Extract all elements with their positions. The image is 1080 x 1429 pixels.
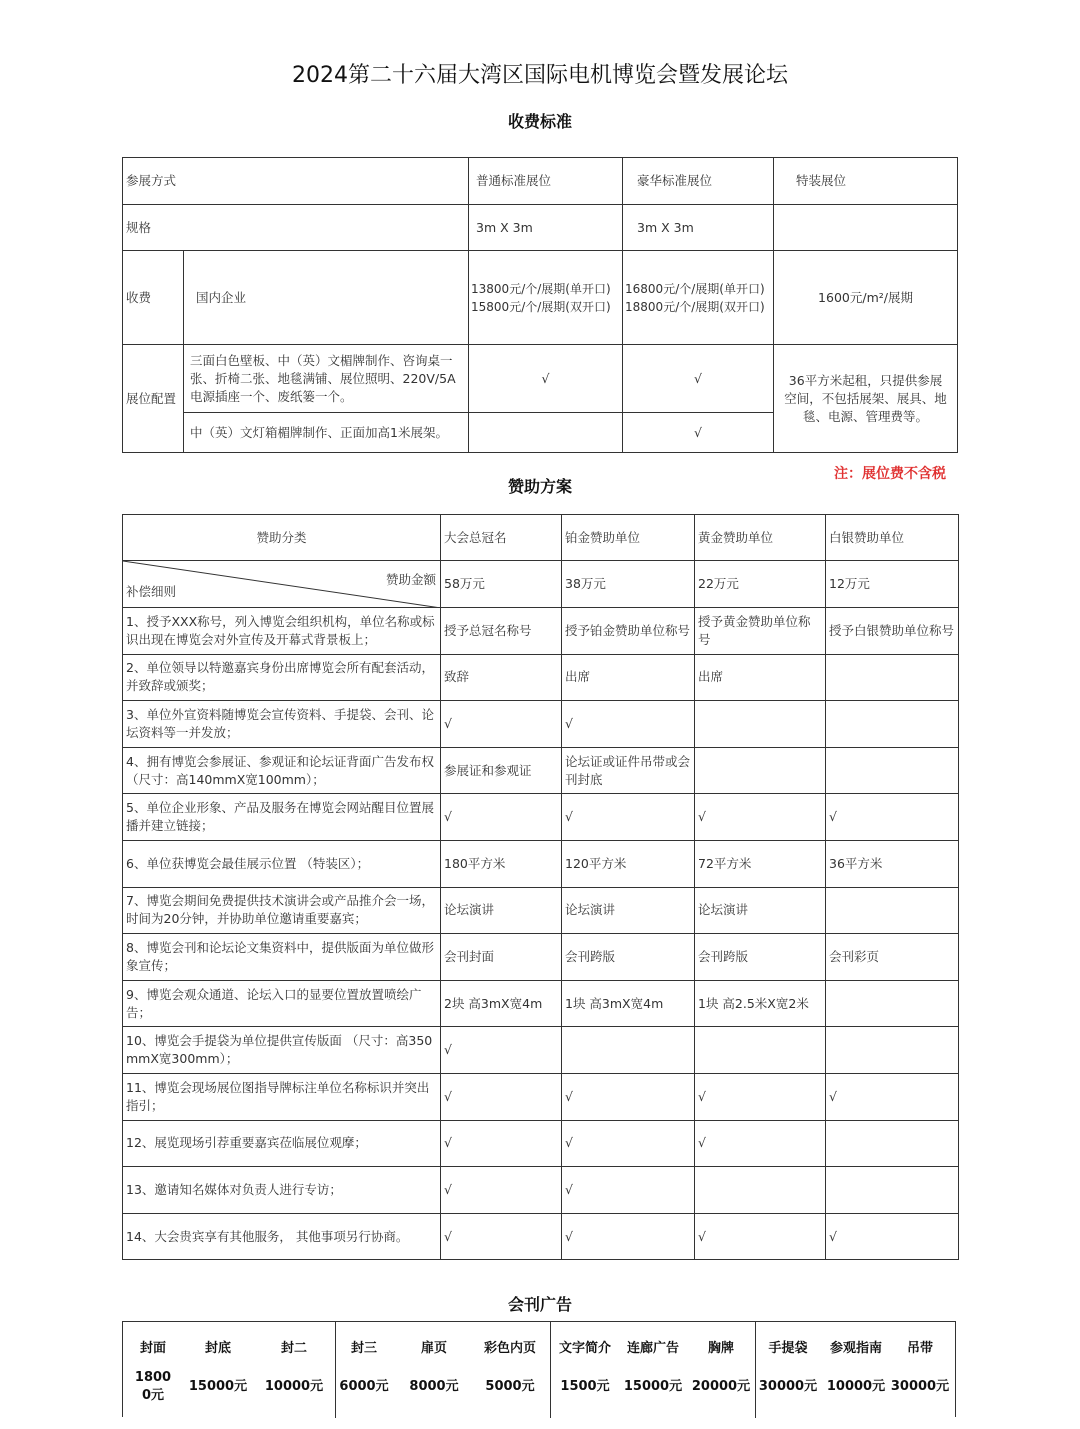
sponsor-cell-platinum: 授予铂金赞助单位称号 xyxy=(562,608,695,655)
fee-row-label: 收费 xyxy=(123,251,184,345)
sponsor-item: 5、单位企业形象、产品及服务在博览会网站醒目位置展播并建立链接； xyxy=(123,794,441,841)
sponsor-cell-gold: 出席 xyxy=(695,654,826,701)
ad-price: 30000元 xyxy=(890,1379,950,1394)
sponsor-cell-silver: 授予白银赞助单位称号 xyxy=(826,608,959,655)
config-lightbox: 中（英）文灯箱楣牌制作、正面加高1米展架。 xyxy=(184,413,469,453)
ad-name: 文字简介 xyxy=(558,1341,611,1356)
sponsor-heading: 赞助方案 xyxy=(507,477,572,496)
sponsor-cell-gold: √ xyxy=(695,1213,826,1260)
ad-name: 扉页 xyxy=(420,1341,447,1356)
spec-special xyxy=(774,205,958,251)
sponsor-table xyxy=(122,514,959,1260)
ad-name: 彩色内页 xyxy=(483,1341,536,1356)
sponsor-cell-platinum: √ xyxy=(562,701,695,748)
sponsor-col-category: 赞助分类 xyxy=(123,515,441,561)
sponsor-item: 3、单位外宣资料随博览会宣传资料、手提袋、会刊、论坛资料等一并发放； xyxy=(123,701,441,748)
sponsor-cell-gold: 论坛演讲 xyxy=(695,887,826,934)
sponsor-cell-title: 授予总冠名称号 xyxy=(441,608,562,655)
ad-name: 封面 xyxy=(139,1341,166,1356)
sponsor-cell-gold: √ xyxy=(695,1073,826,1120)
fee-col-special: 特装展位 xyxy=(774,158,958,205)
sponsor-item: 2、单位领导以特邀嘉宾身份出席博览会所有配套活动，并致辞或颁奖； xyxy=(123,654,441,701)
sponsor-cell-platinum: √ xyxy=(562,1167,695,1214)
sponsor-cell-silver xyxy=(826,1027,959,1074)
sponsor-cell-platinum: 120平方米 xyxy=(562,840,695,887)
sponsor-cell-title: 参展证和参观证 xyxy=(441,747,562,794)
diag-detail-label: 补偿细则 xyxy=(126,584,177,599)
sponsor-cell-title: 2块 高3mX宽4m xyxy=(441,980,562,1027)
sponsor-cell-silver xyxy=(826,1167,959,1214)
sponsor-cell-gold: 72平方米 xyxy=(695,840,826,887)
sponsor-cell-platinum: √ xyxy=(562,1073,695,1120)
sponsor-cell-title: 致辞 xyxy=(441,654,562,701)
sponsor-item: 10、博览会手提袋为单位提供宣传版面 （尺寸：高350mmX宽300mm）； xyxy=(123,1027,441,1074)
ad-price: 6000元 xyxy=(339,1379,389,1394)
sponsor-cell-gold xyxy=(695,747,826,794)
diagonal-header-cell xyxy=(123,561,441,608)
sponsor-cell-silver: 会刊彩页 xyxy=(826,934,959,981)
config-basic: 三面白色壁板、中（英）文楣牌制作、咨询桌一张、折椅二张、地毯满铺、展位照明、220V/5A电源插座一个、废纸篓一个。 xyxy=(184,345,469,413)
tax-note: 注：展位费不含税 xyxy=(834,466,946,482)
spec-luxury: 3m X 3m xyxy=(623,205,774,251)
diag-amount-label: 赞助金额 xyxy=(385,572,436,587)
ad-price: 30000元 xyxy=(758,1379,818,1394)
sponsor-cell-silver: √ xyxy=(826,1213,959,1260)
sponsor-row xyxy=(123,654,959,701)
amount-silver: 12万元 xyxy=(826,561,959,608)
sponsor-cell-silver xyxy=(826,1120,959,1167)
sponsor-item: 6、单位获博览会最佳展示位置 （特装区）； xyxy=(123,840,441,887)
config-row-label: 展位配置 xyxy=(123,345,184,453)
ads-table xyxy=(131,1332,951,1408)
sponsor-cell-platinum: √ xyxy=(562,1120,695,1167)
sponsor-cell-title: √ xyxy=(441,701,562,748)
ad-price: 10000元 xyxy=(826,1379,886,1394)
ad-price: 8000元 xyxy=(409,1379,459,1394)
fee-col-mode: 参展方式 xyxy=(123,158,469,205)
config-lightbox-standard xyxy=(469,413,623,453)
fee-domestic: 国内企业 xyxy=(184,251,469,345)
ad-name: 参观指南 xyxy=(829,1341,882,1356)
sponsor-cell-platinum: 出席 xyxy=(562,654,695,701)
ad-price: 15000元 xyxy=(623,1379,683,1394)
sponsor-cell-title: √ xyxy=(441,1120,562,1167)
sponsor-item: 7、博览会期间免费提供技术演讲会或产品推介会一场，时间为20分钟，并协助单位邀请重要嘉宾； xyxy=(123,887,441,934)
ad-name: 手提袋 xyxy=(768,1341,808,1356)
sponsor-cell-title: √ xyxy=(441,1167,562,1214)
sponsor-item: 1、授予XXX称号，列入博览会组织机构，单位名称或标识出现在博览会对外宣传及开幕式背景板上； xyxy=(123,608,441,655)
sponsor-cell-silver xyxy=(826,654,959,701)
sponsor-row xyxy=(123,934,959,981)
sponsor-cell-silver xyxy=(826,747,959,794)
ad-price: 10000元 xyxy=(264,1379,324,1394)
ad-price: 18000元 xyxy=(134,1370,172,1403)
spec-standard: 3m X 3m xyxy=(469,205,623,251)
fee-luxury: 16800元/个/展期(单开口) 18800元/个/展期(双开口) xyxy=(623,251,774,345)
sponsor-row xyxy=(123,794,959,841)
sponsor-cell-silver: 36平方米 xyxy=(826,840,959,887)
ad-name: 胸牌 xyxy=(707,1341,734,1356)
amount-platinum: 38万元 xyxy=(562,561,695,608)
fee-special: 1600元/m²/展期 xyxy=(774,251,958,345)
ad-price: 15000元 xyxy=(188,1379,248,1394)
sponsor-col-silver: 白银赞助单位 xyxy=(826,515,959,561)
fee-table xyxy=(122,157,958,453)
sponsor-item: 9、博览会观众通道、论坛入口的显要位置放置喷绘广告； xyxy=(123,980,441,1027)
sponsor-cell-platinum: 论坛演讲 xyxy=(562,887,695,934)
sponsor-item: 12、展览现场引荐重要嘉宾莅临展位观摩； xyxy=(123,1120,441,1167)
sponsor-cell-title: √ xyxy=(441,1073,562,1120)
sponsor-item: 14、大会贵宾享有其他服务， 其他事项另行协商。 xyxy=(123,1213,441,1260)
config-special: 36平方米起租，只提供参展空间，不包括展架、展具、地毯、电源、管理费等。 xyxy=(774,345,958,453)
sponsor-cell-platinum: √ xyxy=(562,794,695,841)
sponsor-row xyxy=(123,608,959,655)
sponsor-row xyxy=(123,1167,959,1214)
sponsor-cell-platinum: 论坛证或证件吊带或会刊封底 xyxy=(562,747,695,794)
sponsor-cell-gold xyxy=(695,1027,826,1074)
fees-heading: 收费标准 xyxy=(507,112,572,131)
sponsor-cell-gold: 会刊跨版 xyxy=(695,934,826,981)
sponsor-cell-title: 180平方米 xyxy=(441,840,562,887)
sponsor-row xyxy=(123,1120,959,1167)
sponsor-cell-silver xyxy=(826,701,959,748)
ad-price: 1500元 xyxy=(560,1379,610,1394)
ad-name: 封二 xyxy=(280,1341,307,1356)
amount-title: 58万元 xyxy=(441,561,562,608)
ad-price: 20000元 xyxy=(691,1379,751,1394)
amount-gold: 22万元 xyxy=(695,561,826,608)
sponsor-row xyxy=(123,1213,959,1260)
sponsor-cell-platinum xyxy=(562,1027,695,1074)
sponsor-item: 13、邀请知名媒体对负责人进行专访； xyxy=(123,1167,441,1214)
ad-name: 连廊广告 xyxy=(626,1341,679,1356)
sponsor-row xyxy=(123,747,959,794)
sponsor-row xyxy=(123,1073,959,1120)
sponsor-cell-silver xyxy=(826,887,959,934)
sponsor-cell-gold: 1块 高2.5米X宽2米 xyxy=(695,980,826,1027)
sponsor-col-title: 大会总冠名 xyxy=(441,515,562,561)
sponsor-cell-gold: √ xyxy=(695,794,826,841)
fee-col-standard: 普通标准展位 xyxy=(469,158,623,205)
sponsor-row xyxy=(123,887,959,934)
config-basic-luxury-check: √ xyxy=(623,345,774,413)
sponsor-cell-platinum: 1块 高3mX宽4m xyxy=(562,980,695,1027)
ad-name: 封三 xyxy=(350,1341,377,1356)
sponsor-cell-gold xyxy=(695,1167,826,1214)
sponsor-item: 8、博览会刊和论坛论文集资料中，提供版面为单位做形象宣传； xyxy=(123,934,441,981)
sponsor-row xyxy=(123,1027,959,1074)
sponsor-col-gold: 黄金赞助单位 xyxy=(695,515,826,561)
sponsor-col-platinum: 铂金赞助单位 xyxy=(562,515,695,561)
sponsor-cell-platinum: 会刊跨版 xyxy=(562,934,695,981)
sponsor-cell-title: √ xyxy=(441,1213,562,1260)
sponsor-row xyxy=(123,701,959,748)
ads-box xyxy=(122,1321,956,1417)
sponsor-item: 4、拥有博览会参展证、参观证和论坛证背面广告发布权（尺寸：高140mmX宽100mm）； xyxy=(123,747,441,794)
sponsor-cell-title: 论坛演讲 xyxy=(441,887,562,934)
sponsor-row xyxy=(123,840,959,887)
sponsor-cell-gold: 授予黄金赞助单位称号 xyxy=(695,608,826,655)
sponsor-row xyxy=(123,980,959,1027)
sponsor-cell-title: √ xyxy=(441,1027,562,1074)
sponsor-cell-gold: √ xyxy=(695,1120,826,1167)
ad-price: 5000元 xyxy=(485,1379,535,1394)
sponsor-cell-title: √ xyxy=(441,794,562,841)
ads-heading: 会刊广告 xyxy=(507,1295,572,1314)
fee-row-spec: 规格 xyxy=(123,205,469,251)
sponsor-cell-gold xyxy=(695,701,826,748)
config-basic-standard-check: √ xyxy=(469,345,623,413)
fee-col-luxury: 豪华标准展位 xyxy=(623,158,774,205)
ad-name: 吊带 xyxy=(906,1341,933,1356)
document-title: 2024第二十六届大湾区国际电机博览会暨发展论坛 xyxy=(292,63,788,88)
sponsor-cell-silver: √ xyxy=(826,794,959,841)
sponsor-item: 11、博览会现场展位图指导牌标注单位名称标识并突出指引； xyxy=(123,1073,441,1120)
config-lightbox-luxury-check: √ xyxy=(623,413,774,453)
sponsor-cell-silver: √ xyxy=(826,1073,959,1120)
sponsor-cell-title: 会刊封面 xyxy=(441,934,562,981)
fee-standard: 13800元/个/展期(单开口) 15800元/个/展期(双开口) xyxy=(469,251,623,345)
sponsor-cell-silver xyxy=(826,980,959,1027)
ad-name: 封底 xyxy=(204,1341,231,1356)
sponsor-cell-platinum: √ xyxy=(562,1213,695,1260)
